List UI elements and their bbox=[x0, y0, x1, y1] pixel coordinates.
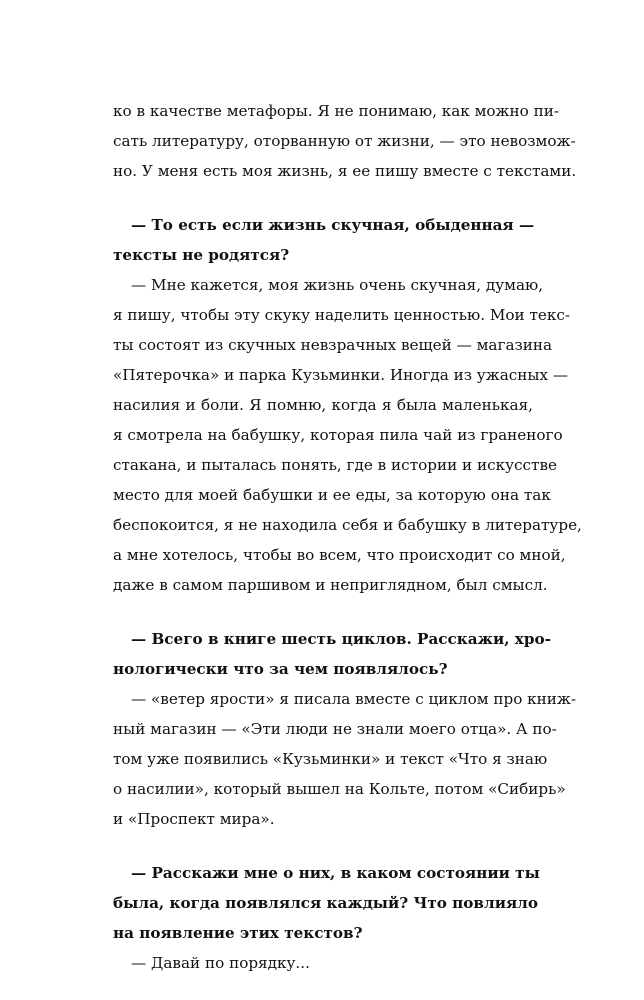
answer-line: о насилии», который вышел на Кольте, потом «Сибирь» bbox=[113, 780, 566, 798]
paragraph-line: но. У меня есть моя жизнь, я ее пишу вместе с текстами. bbox=[113, 162, 577, 180]
paragraph-line: сать литературу, оторванную от жизни, — это невозмож- bbox=[113, 132, 576, 150]
answer-line: и «Проспект мира». bbox=[113, 810, 275, 828]
answer-line: место для моей бабушки и ее еды, за которую она так bbox=[113, 486, 551, 504]
answer-line: насилия и боли. Я помню, когда я была маленькая, bbox=[113, 396, 533, 414]
answer-line: я смотрела на бабушку, которая пила чай из граненого bbox=[113, 426, 563, 444]
answer-line: беспокоится, я не находила себя и бабушку в литературе, bbox=[113, 516, 582, 534]
question-line: была, когда появлялся каждый? Что повлияло bbox=[113, 894, 539, 912]
question-line: на появление этих текстов? bbox=[113, 924, 363, 942]
answer-line: том уже появились «Кузьминки» и текст «Что я знаю bbox=[113, 750, 548, 768]
answer-line: — Давай по порядку... bbox=[131, 954, 310, 972]
answer-line: «Пятерочка» и парка Кузьминки. Иногда из ужасных — bbox=[113, 366, 569, 384]
answer-line: я пишу, чтобы эту скуку наделить ценностью. Мои текс- bbox=[113, 306, 571, 324]
question-line: нологически что за чем появлялось? bbox=[113, 660, 448, 678]
answer-line: стакана, и пыталась понять, где в истории и искусстве bbox=[113, 456, 557, 474]
answer-line: ный магазин — «Эти люди не знали моего отца». А по- bbox=[113, 720, 557, 738]
question-line: — Всего в книге шесть циклов. Расскажи, хро- bbox=[131, 630, 551, 648]
answer-line: — Мне кажется, моя жизнь очень скучная, думаю, bbox=[131, 276, 544, 294]
answer-line: а мне хотелось, чтобы во всем, что происходит со мной, bbox=[113, 546, 566, 564]
paragraph-line: ко в качестве метафоры. Я не понимаю, как можно пи- bbox=[113, 102, 559, 120]
answer-line: даже в самом паршивом и неприглядном, был смысл. bbox=[113, 576, 548, 594]
question-line: тексты не родятся? bbox=[113, 246, 290, 264]
question-line: — Расскажи мне о них, в каком состоянии ты bbox=[131, 864, 540, 882]
answer-line: — «ветер ярости» я писала вместе с циклом про книж- bbox=[131, 690, 577, 708]
question-line: — То есть если жизнь скучная, обыденная — bbox=[131, 216, 535, 234]
answer-line: ты состоят из скучных невзрачных вещей — магазина bbox=[113, 336, 553, 354]
